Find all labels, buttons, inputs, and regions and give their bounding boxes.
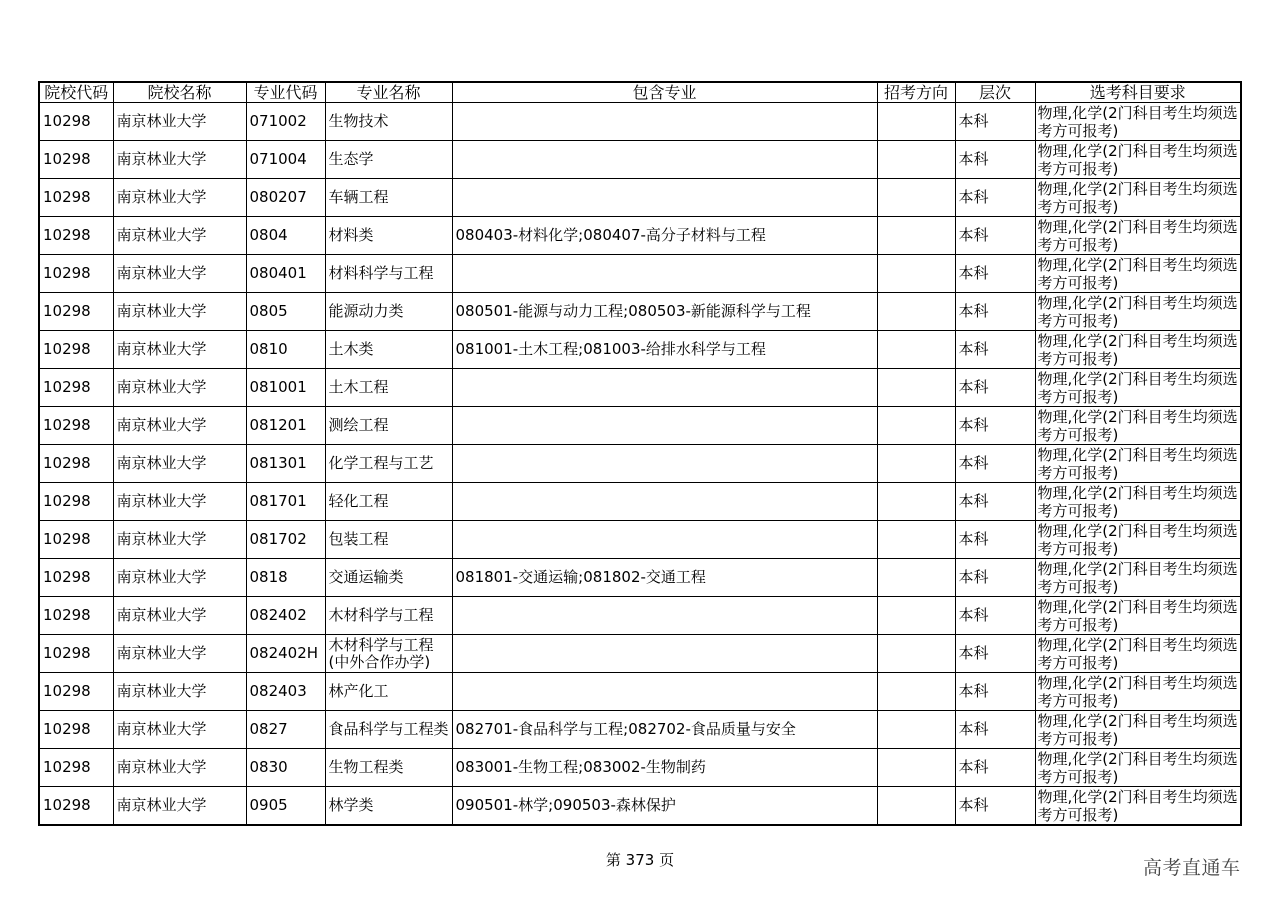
cell-included-majors <box>452 635 877 673</box>
cell-school-name: 南京林业大学 <box>113 369 246 407</box>
cell-subject-requirement: 物理,化学(2门科目考生均须选考方可报考) <box>1035 293 1241 331</box>
cell-major-name: 能源动力类 <box>325 293 452 331</box>
cell-major-name: 食品科学与工程类 <box>325 711 452 749</box>
cell-school-code: 10298 <box>39 559 113 597</box>
cell-school-name: 南京林业大学 <box>113 255 246 293</box>
cell-included-majors: 083001-生物工程;083002-生物制药 <box>452 749 877 787</box>
cell-school-name: 南京林业大学 <box>113 331 246 369</box>
cell-major-name: 轻化工程 <box>325 483 452 521</box>
cell-major-name: 木材科学与工程(中外合作办学) <box>325 635 452 673</box>
cell-included-majors <box>452 521 877 559</box>
table-row <box>39 445 1241 483</box>
cell-level: 本科 <box>955 369 1035 407</box>
table-row <box>39 331 1241 369</box>
watermark: 高考直通车 <box>1143 857 1241 879</box>
cell-major-name: 材料类 <box>325 217 452 255</box>
cell-school-code: 10298 <box>39 141 113 179</box>
cell-major-code: 0827 <box>246 711 325 749</box>
cell-level: 本科 <box>955 635 1035 673</box>
cell-subject-requirement: 物理,化学(2门科目考生均须选考方可报考) <box>1035 217 1241 255</box>
cell-school-code: 10298 <box>39 407 113 445</box>
cell-level: 本科 <box>955 293 1035 331</box>
cell-level: 本科 <box>955 483 1035 521</box>
cell-subject-requirement: 物理,化学(2门科目考生均须选考方可报考) <box>1035 179 1241 217</box>
admission-table <box>38 81 1242 826</box>
header-included-majors: 包含专业 <box>452 82 877 103</box>
cell-direction <box>877 635 955 673</box>
cell-major-code: 082403 <box>246 673 325 711</box>
cell-included-majors <box>452 597 877 635</box>
cell-level: 本科 <box>955 711 1035 749</box>
cell-level: 本科 <box>955 787 1035 826</box>
cell-subject-requirement: 物理,化学(2门科目考生均须选考方可报考) <box>1035 103 1241 141</box>
cell-level: 本科 <box>955 673 1035 711</box>
cell-major-code: 081001 <box>246 369 325 407</box>
cell-major-code: 0810 <box>246 331 325 369</box>
cell-major-code: 0830 <box>246 749 325 787</box>
cell-school-code: 10298 <box>39 103 113 141</box>
cell-included-majors <box>452 407 877 445</box>
cell-major-name: 土木工程 <box>325 369 452 407</box>
cell-included-majors <box>452 673 877 711</box>
cell-school-name: 南京林业大学 <box>113 141 246 179</box>
cell-school-code: 10298 <box>39 673 113 711</box>
cell-major-name: 生物工程类 <box>325 749 452 787</box>
cell-school-name: 南京林业大学 <box>113 749 246 787</box>
table-row <box>39 369 1241 407</box>
cell-included-majors <box>452 483 877 521</box>
table-row <box>39 749 1241 787</box>
cell-direction <box>877 255 955 293</box>
table-header-row <box>39 82 1241 103</box>
cell-school-name: 南京林业大学 <box>113 179 246 217</box>
cell-subject-requirement: 物理,化学(2门科目考生均须选考方可报考) <box>1035 445 1241 483</box>
cell-school-name: 南京林业大学 <box>113 787 246 826</box>
cell-school-code: 10298 <box>39 331 113 369</box>
cell-included-majors: 080403-材料化学;080407-高分子材料与工程 <box>452 217 877 255</box>
cell-direction <box>877 407 955 445</box>
table-row <box>39 103 1241 141</box>
header-major-name: 专业名称 <box>325 82 452 103</box>
cell-school-code: 10298 <box>39 293 113 331</box>
cell-school-code: 10298 <box>39 217 113 255</box>
table-row <box>39 179 1241 217</box>
cell-included-majors <box>452 255 877 293</box>
cell-major-code: 080207 <box>246 179 325 217</box>
cell-major-code: 081201 <box>246 407 325 445</box>
cell-included-majors: 081001-土木工程;081003-给排水科学与工程 <box>452 331 877 369</box>
cell-direction <box>877 711 955 749</box>
cell-school-code: 10298 <box>39 711 113 749</box>
cell-major-name: 林产化工 <box>325 673 452 711</box>
cell-subject-requirement: 物理,化学(2门科目考生均须选考方可报考) <box>1035 483 1241 521</box>
cell-major-code: 0805 <box>246 293 325 331</box>
cell-included-majors <box>452 103 877 141</box>
cell-school-code: 10298 <box>39 369 113 407</box>
cell-school-name: 南京林业大学 <box>113 597 246 635</box>
cell-direction <box>877 179 955 217</box>
cell-level: 本科 <box>955 179 1035 217</box>
header-school-code: 院校代码 <box>39 82 113 103</box>
cell-major-name: 测绘工程 <box>325 407 452 445</box>
cell-major-name: 交通运输类 <box>325 559 452 597</box>
header-level: 层次 <box>955 82 1035 103</box>
cell-major-name: 化学工程与工艺 <box>325 445 452 483</box>
cell-major-code: 0818 <box>246 559 325 597</box>
page-number: 第 373 页 <box>605 851 675 869</box>
cell-subject-requirement: 物理,化学(2门科目考生均须选考方可报考) <box>1035 407 1241 445</box>
cell-direction <box>877 787 955 826</box>
cell-school-code: 10298 <box>39 787 113 826</box>
cell-direction <box>877 559 955 597</box>
cell-major-name: 生物技术 <box>325 103 452 141</box>
cell-level: 本科 <box>955 331 1035 369</box>
cell-subject-requirement: 物理,化学(2门科目考生均须选考方可报考) <box>1035 787 1241 826</box>
cell-major-code: 071002 <box>246 103 325 141</box>
cell-included-majors: 090501-林学;090503-森林保护 <box>452 787 877 826</box>
table-row <box>39 711 1241 749</box>
cell-direction <box>877 445 955 483</box>
cell-school-name: 南京林业大学 <box>113 521 246 559</box>
cell-major-name: 林学类 <box>325 787 452 826</box>
cell-school-code: 10298 <box>39 521 113 559</box>
header-subject-requirement: 选考科目要求 <box>1035 82 1241 103</box>
cell-school-name: 南京林业大学 <box>113 635 246 673</box>
cell-major-code: 080401 <box>246 255 325 293</box>
cell-subject-requirement: 物理,化学(2门科目考生均须选考方可报考) <box>1035 255 1241 293</box>
cell-subject-requirement: 物理,化学(2门科目考生均须选考方可报考) <box>1035 711 1241 749</box>
table-row <box>39 597 1241 635</box>
cell-school-name: 南京林业大学 <box>113 293 246 331</box>
cell-subject-requirement: 物理,化学(2门科目考生均须选考方可报考) <box>1035 141 1241 179</box>
cell-major-code: 082402H <box>246 635 325 673</box>
cell-school-code: 10298 <box>39 749 113 787</box>
cell-major-name: 土木类 <box>325 331 452 369</box>
cell-school-name: 南京林业大学 <box>113 559 246 597</box>
cell-school-name: 南京林业大学 <box>113 407 246 445</box>
table-row <box>39 407 1241 445</box>
header-major-code: 专业代码 <box>246 82 325 103</box>
cell-direction <box>877 673 955 711</box>
table-row <box>39 673 1241 711</box>
table-row <box>39 293 1241 331</box>
cell-direction <box>877 521 955 559</box>
cell-school-name: 南京林业大学 <box>113 217 246 255</box>
cell-major-name: 包装工程 <box>325 521 452 559</box>
cell-major-code: 0905 <box>246 787 325 826</box>
cell-school-name: 南京林业大学 <box>113 711 246 749</box>
cell-major-code: 081702 <box>246 521 325 559</box>
table-row <box>39 521 1241 559</box>
cell-level: 本科 <box>955 103 1035 141</box>
cell-included-majors <box>452 445 877 483</box>
cell-included-majors: 080501-能源与动力工程;080503-新能源科学与工程 <box>452 293 877 331</box>
cell-subject-requirement: 物理,化学(2门科目考生均须选考方可报考) <box>1035 597 1241 635</box>
cell-included-majors <box>452 141 877 179</box>
cell-direction <box>877 597 955 635</box>
table-row <box>39 635 1241 673</box>
cell-subject-requirement: 物理,化学(2门科目考生均须选考方可报考) <box>1035 559 1241 597</box>
cell-major-name: 车辆工程 <box>325 179 452 217</box>
cell-subject-requirement: 物理,化学(2门科目考生均须选考方可报考) <box>1035 749 1241 787</box>
cell-level: 本科 <box>955 445 1035 483</box>
cell-direction <box>877 293 955 331</box>
cell-school-code: 10298 <box>39 483 113 521</box>
cell-school-code: 10298 <box>39 635 113 673</box>
cell-level: 本科 <box>955 559 1035 597</box>
cell-level: 本科 <box>955 217 1035 255</box>
cell-level: 本科 <box>955 597 1035 635</box>
header-direction: 招考方向 <box>877 82 955 103</box>
cell-level: 本科 <box>955 255 1035 293</box>
cell-major-name: 生态学 <box>325 141 452 179</box>
cell-included-majors: 081801-交通运输;081802-交通工程 <box>452 559 877 597</box>
cell-subject-requirement: 物理,化学(2门科目考生均须选考方可报考) <box>1035 521 1241 559</box>
cell-level: 本科 <box>955 141 1035 179</box>
cell-direction <box>877 331 955 369</box>
cell-school-code: 10298 <box>39 179 113 217</box>
header-school-name: 院校名称 <box>113 82 246 103</box>
table-body <box>39 103 1241 826</box>
cell-included-majors <box>452 369 877 407</box>
cell-school-name: 南京林业大学 <box>113 483 246 521</box>
table-row <box>39 217 1241 255</box>
cell-school-name: 南京林业大学 <box>113 445 246 483</box>
cell-school-code: 10298 <box>39 255 113 293</box>
cell-subject-requirement: 物理,化学(2门科目考生均须选考方可报考) <box>1035 673 1241 711</box>
cell-subject-requirement: 物理,化学(2门科目考生均须选考方可报考) <box>1035 331 1241 369</box>
cell-subject-requirement: 物理,化学(2门科目考生均须选考方可报考) <box>1035 635 1241 673</box>
cell-major-name: 木材科学与工程 <box>325 597 452 635</box>
cell-level: 本科 <box>955 749 1035 787</box>
cell-major-code: 071004 <box>246 141 325 179</box>
cell-major-code: 081301 <box>246 445 325 483</box>
cell-level: 本科 <box>955 521 1035 559</box>
cell-school-name: 南京林业大学 <box>113 673 246 711</box>
cell-direction <box>877 103 955 141</box>
cell-school-code: 10298 <box>39 597 113 635</box>
cell-included-majors <box>452 179 877 217</box>
cell-direction <box>877 749 955 787</box>
table-row <box>39 483 1241 521</box>
cell-major-name: 材料科学与工程 <box>325 255 452 293</box>
table-row <box>39 787 1241 826</box>
cell-direction <box>877 483 955 521</box>
table-row <box>39 559 1241 597</box>
cell-school-name: 南京林业大学 <box>113 103 246 141</box>
cell-major-code: 082402 <box>246 597 325 635</box>
table-row <box>39 255 1241 293</box>
cell-subject-requirement: 物理,化学(2门科目考生均须选考方可报考) <box>1035 369 1241 407</box>
cell-level: 本科 <box>955 407 1035 445</box>
cell-direction <box>877 369 955 407</box>
cell-major-code: 0804 <box>246 217 325 255</box>
cell-included-majors: 082701-食品科学与工程;082702-食品质量与安全 <box>452 711 877 749</box>
table-row <box>39 141 1241 179</box>
cell-school-code: 10298 <box>39 445 113 483</box>
cell-major-code: 081701 <box>246 483 325 521</box>
cell-direction <box>877 217 955 255</box>
cell-direction <box>877 141 955 179</box>
